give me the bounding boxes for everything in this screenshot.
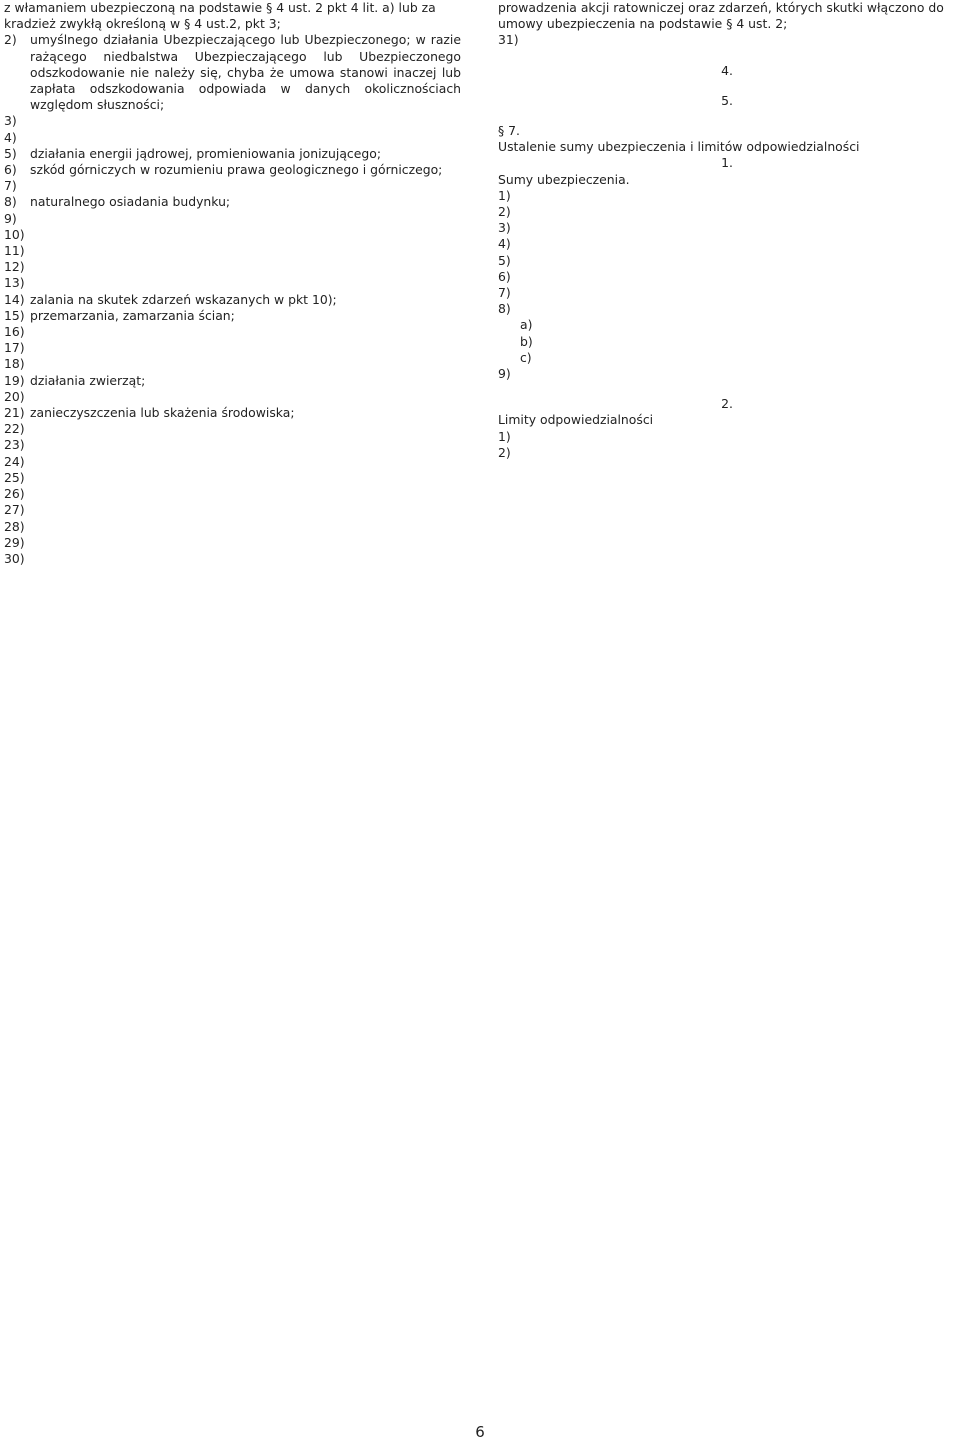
list-item-number: 28) (4, 518, 25, 534)
list-item-number: a) (520, 317, 533, 333)
list-item-number: 9) (4, 210, 17, 226)
list-item-text (30, 211, 461, 227)
subsection-2-heading: 2. (721, 396, 733, 412)
subsection-2-title: Limity odpowiedzialności (498, 412, 654, 428)
list-item-number: 22) (4, 421, 25, 437)
list-item (4, 405, 461, 421)
list-item (498, 236, 956, 252)
list-item-text (30, 356, 461, 372)
list-item (4, 340, 461, 356)
list-item-number: 23) (4, 437, 25, 453)
list-item-number: 29) (4, 534, 25, 550)
section-4-heading: 4. (721, 62, 733, 78)
list-item (4, 194, 461, 210)
list-item-text: zanieczyszczenia lub skażenia środowiska; (30, 405, 295, 421)
list-item-number: 3) (498, 220, 511, 236)
list-item-text (524, 253, 956, 269)
list-item-number: 16) (4, 324, 25, 340)
list-item-text (30, 178, 461, 194)
list-item-text: działania energii jądrowej, promieniowania jonizującego; (30, 145, 381, 161)
list-item-number: 20) (4, 388, 25, 404)
list-item (4, 437, 461, 453)
list-item-text (524, 188, 956, 204)
list-item-number: 5) (4, 145, 17, 161)
list-item-text (30, 243, 461, 259)
list-item-text (542, 317, 956, 333)
list-item-number: 5) (498, 252, 511, 268)
list-item-number: 4) (4, 129, 17, 145)
page-footer (0, 1424, 960, 1440)
list-item (4, 324, 461, 340)
list-item-text (30, 551, 461, 567)
list-item (4, 551, 461, 567)
list-item-text (30, 340, 461, 356)
paragraph-7-heading: § 7. (498, 123, 520, 139)
list-item-text (30, 130, 461, 146)
list-item-text (30, 454, 461, 470)
list-item-text: zalania na skutek zdarzeń wskazanych w pkt 10); (30, 291, 337, 307)
list-item (4, 454, 461, 470)
list-item-number: 1) (498, 187, 511, 203)
list-item (498, 253, 956, 269)
list-item-text (30, 486, 461, 502)
list-item-number: 2) (498, 444, 511, 460)
list-item-number: 25) (4, 469, 25, 485)
list-item (4, 211, 461, 227)
list-item-number: 14) (4, 291, 25, 307)
list-item-text: przemarzania, zamarzania ścian; (30, 307, 235, 323)
list-item (4, 519, 461, 535)
page-number: 6 (475, 1423, 485, 1441)
list-item-number: 3) (4, 113, 17, 129)
list-item-text: naturalnego osiadania budynku; (30, 194, 231, 210)
list-item-number: 27) (4, 502, 25, 518)
list-item-text (524, 236, 956, 252)
list-item-text (524, 301, 956, 317)
list-item-text (542, 334, 956, 350)
list-item (520, 334, 956, 350)
list-item (4, 243, 461, 259)
list-item-number: 7) (4, 178, 17, 194)
list-item-text (30, 275, 461, 291)
paragraph-7-subtitle: Ustalenie sumy ubezpieczenia i limitów odpowiedzialności (498, 139, 860, 155)
list-item-number: 6) (498, 268, 511, 284)
list-item (498, 188, 956, 204)
list-item-text (30, 535, 461, 551)
list-item-text (524, 429, 956, 445)
list-item (4, 32, 461, 113)
left-column (4, 0, 461, 567)
sums-item-9: 9) (498, 366, 511, 382)
left-items (4, 32, 461, 567)
list-item (4, 113, 461, 129)
limits-items (498, 429, 956, 461)
list-item-number: 11) (4, 243, 25, 259)
list-item (4, 421, 461, 437)
list-item (4, 292, 461, 308)
list-item (4, 389, 461, 405)
list-item-text: szkód górniczych w rozumieniu prawa geologicznego i górniczego; (30, 162, 443, 178)
list-item-number: b) (520, 333, 533, 349)
list-item-text (30, 324, 461, 340)
sums-items (498, 188, 956, 318)
list-item (4, 130, 461, 146)
list-item-text (542, 350, 956, 366)
list-item (498, 220, 956, 236)
list-item-number: 4) (498, 236, 511, 252)
list-item-number: 24) (4, 453, 25, 469)
list-item-number: 8) (498, 301, 511, 317)
list-item-number: 30) (4, 550, 25, 566)
list-item-number: 15) (4, 307, 25, 323)
list-item-number: 21) (4, 405, 25, 421)
list-item-number: 2) (4, 32, 17, 48)
list-item-text (30, 421, 461, 437)
list-item (498, 269, 956, 285)
subsection-1-heading: 1. (721, 155, 733, 171)
list-item-text: umyślnego działania Ubezpieczającego lub Ubezpieczonego; w razie rażącego niedbalstwa Ubezpieczającego lub Ubezpieczonego odszkodowanie nie należy się, chyba że umowa stanowi inaczej lub zapłata odszkodowania odpowiada w danych okolicznościach względom słuszności; (30, 32, 461, 113)
sums-subitems (498, 317, 956, 366)
list-item-number: 19) (4, 372, 25, 388)
list-item (498, 429, 956, 445)
list-item-text (524, 269, 956, 285)
list-item-number: 7) (498, 285, 511, 301)
list-item-text (524, 220, 956, 236)
list-item (498, 204, 956, 220)
list-item (4, 308, 461, 324)
list-item-text (524, 285, 956, 301)
list-item-text (30, 227, 461, 243)
right-column (498, 0, 956, 461)
list-item-text (30, 389, 461, 405)
list-item (498, 285, 956, 301)
subsection-1-title: Sumy ubezpieczenia. (498, 171, 630, 187)
list-item (4, 275, 461, 291)
right-intro: prowadzenia akcji ratowniczej oraz zdarzeń, których skutki włączono do umowy ubezpieczenia na podstawie § 4 ust. 2; (498, 0, 944, 32)
list-item (4, 259, 461, 275)
list-item-text (30, 519, 461, 535)
list-item (4, 486, 461, 502)
list-item (4, 227, 461, 243)
list-item-text (524, 445, 956, 461)
list-item-text (30, 259, 461, 275)
section-5-heading: 5. (721, 92, 733, 108)
left-intro: z włamaniem ubezpieczoną na podstawie § 4 ust. 2 pkt 4 lit. a) lub za kradzież zwykłą określoną w § 4 ust.2, pkt 3; (4, 0, 436, 32)
list-item-number: 26) (4, 486, 25, 502)
list-item-text: działania zwierząt; (30, 372, 146, 388)
list-item (520, 350, 956, 366)
list-item-text (524, 204, 956, 220)
list-item (4, 356, 461, 372)
list-item-text (30, 470, 461, 486)
list-item (4, 146, 461, 162)
list-item-text (30, 502, 461, 518)
list-item-number: 1) (498, 428, 511, 444)
list-item-number: 2) (498, 204, 511, 220)
list-item-text (30, 437, 461, 453)
list-item-text (30, 113, 461, 129)
right-item-31: 31) (498, 32, 519, 48)
list-item (4, 502, 461, 518)
list-item (4, 470, 461, 486)
list-item (4, 178, 461, 194)
list-item-number: 18) (4, 356, 25, 372)
list-item (4, 162, 461, 178)
list-item-number: 8) (4, 194, 17, 210)
list-item (520, 317, 956, 333)
list-item-number: 6) (4, 162, 17, 178)
list-item-number: 13) (4, 275, 25, 291)
list-item-number: c) (520, 349, 532, 365)
list-item (4, 373, 461, 389)
list-item (498, 301, 956, 317)
list-item-number: 12) (4, 259, 25, 275)
list-item (498, 445, 956, 461)
list-item (4, 535, 461, 551)
list-item-number: 17) (4, 340, 25, 356)
list-item-number: 10) (4, 226, 25, 242)
